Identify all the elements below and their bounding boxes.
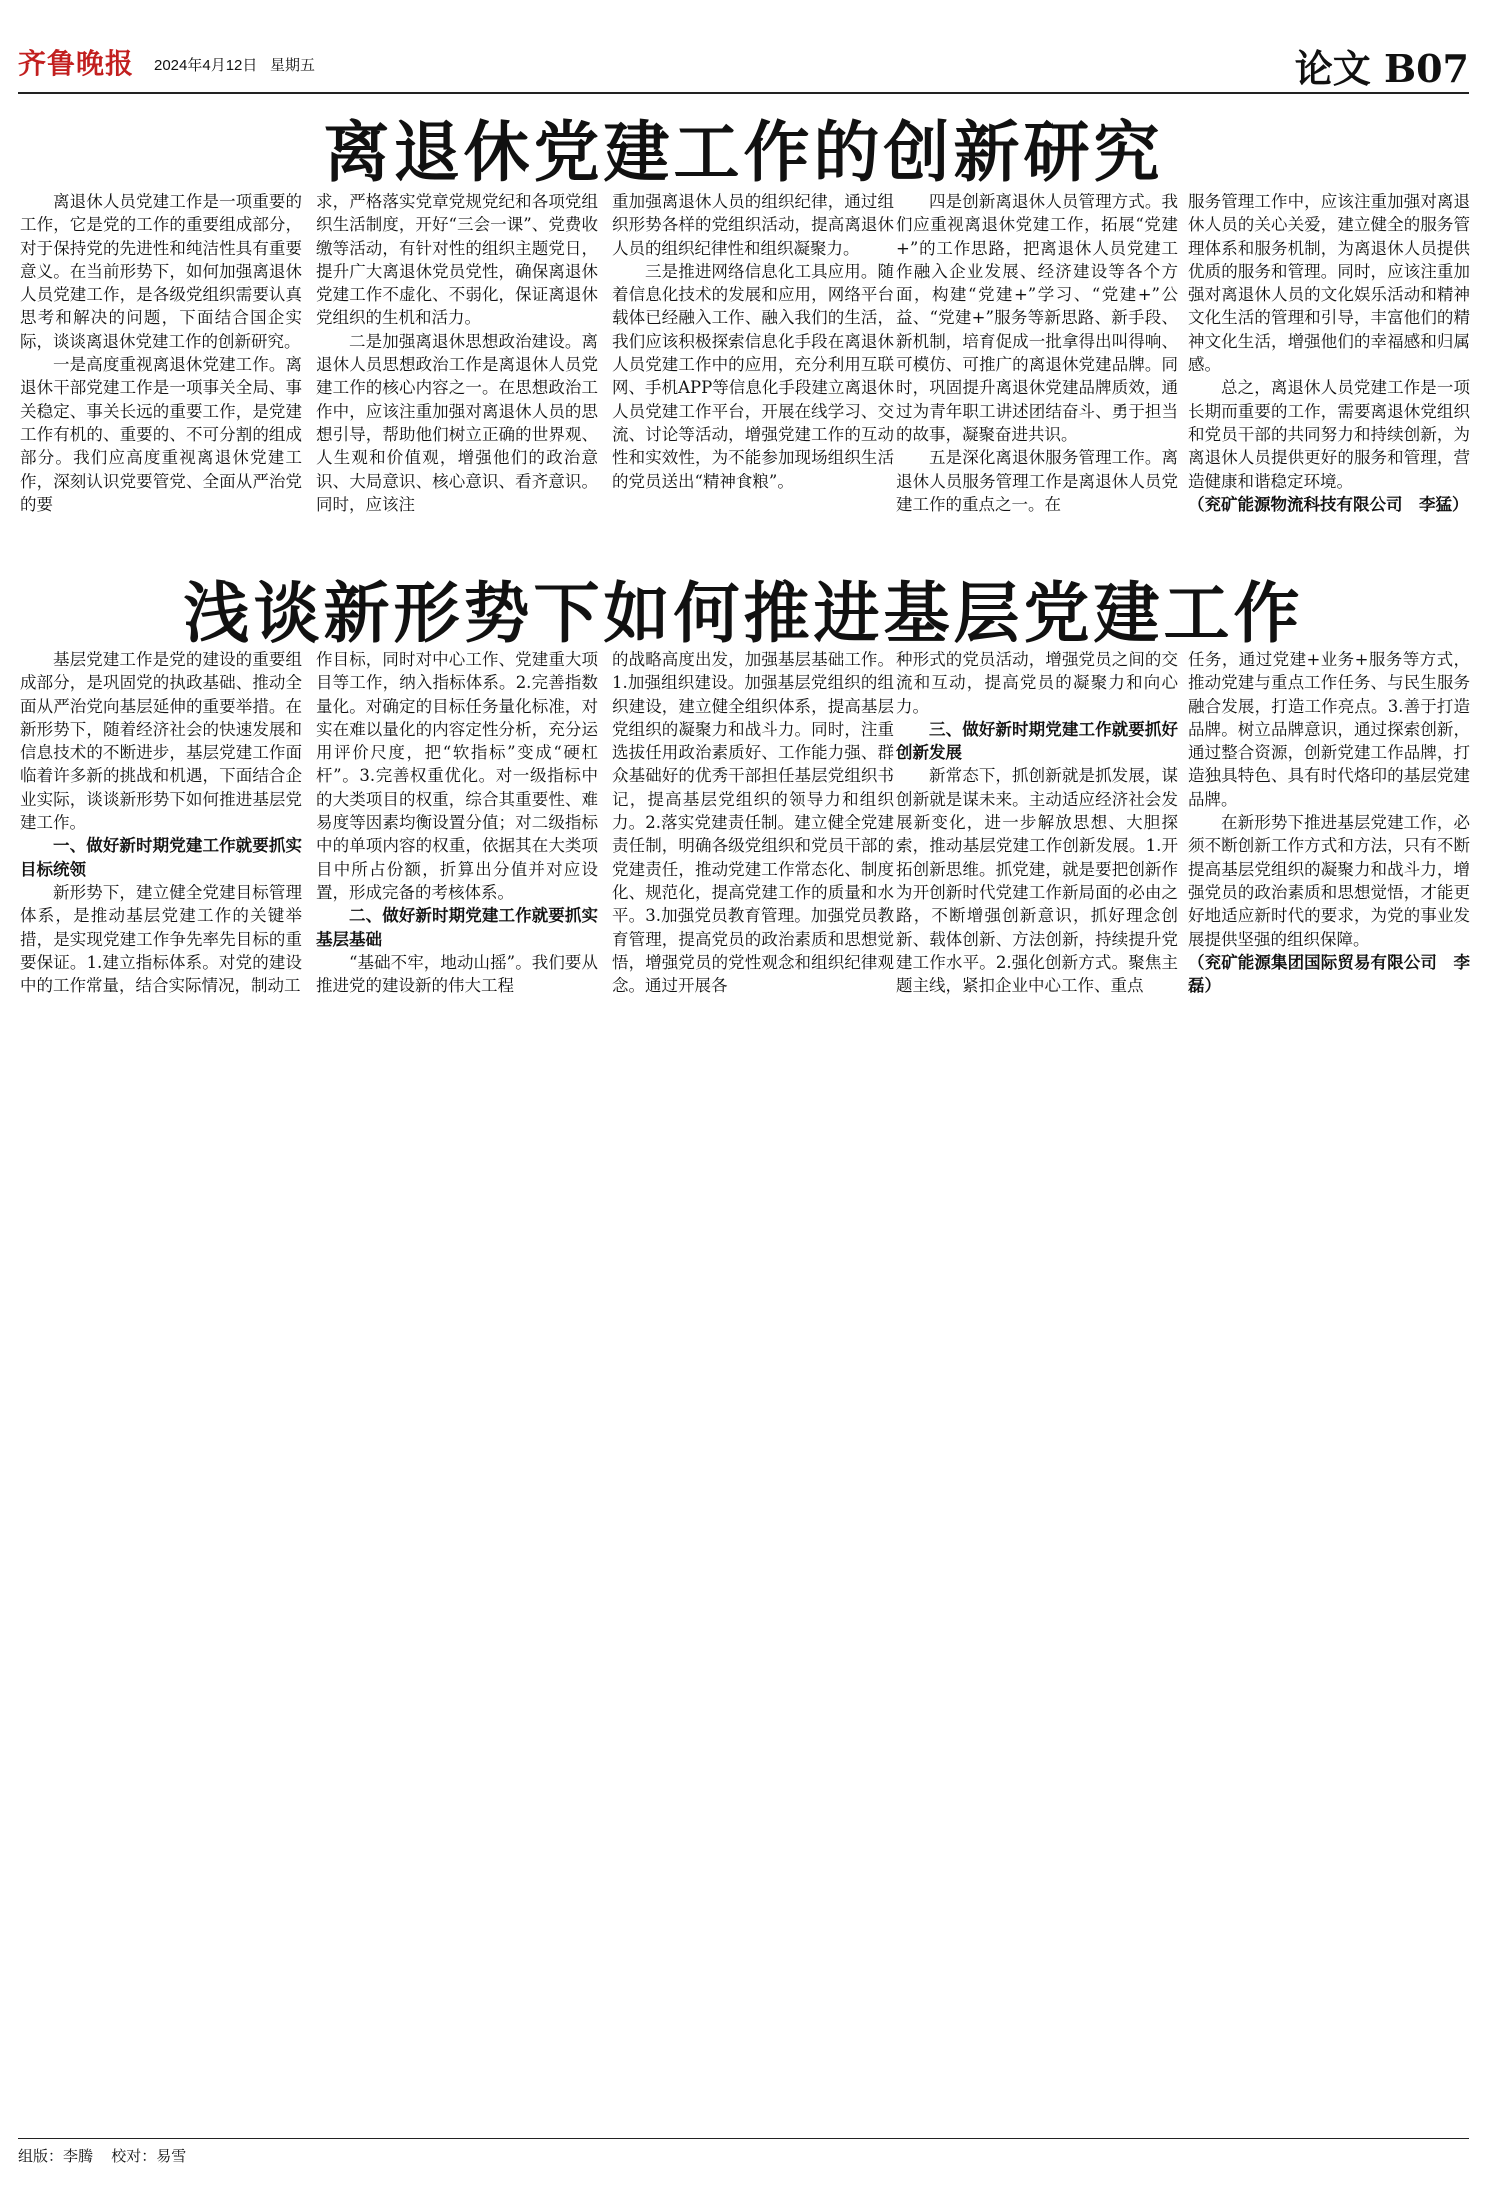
article2-title: 浅谈新形势下如何推进基层党建工作 bbox=[183, 574, 1304, 652]
paragraph: 的战略高度出发，加强基层基础工作。1.加强组织建设。加强基层党组织的组织建设，建立健全组织体系，提高基层党组织的凝聚力和战斗力。同时，注重选拔任用政治素质好、工作能力强、群众基础好的优秀干部担任基层党组织书记，提高基层党组织的领导力和组织力。2.落实党建责任制。建立健全党建责任制，明确各级党组织和党员干部的党建责任，推动党建工作常态化、制度化、规范化，提高党建工作的质量和水平。3.加强党员教育管理。加强党员教育管理，提高党员的政治素质和思想觉悟，增强党员的党性观念和组织纪律观念。通过开展各 bbox=[612, 650, 894, 996]
article2-byline: （兖矿能源集团国际贸易有限公司 李磊） bbox=[1188, 952, 1470, 996]
paragraph: 新常态下，抓创新就是抓发展，谋创新就是谋未来。主动适应经济社会发展新变化，进一步解放思想、大胆探索，推动基层党建工作创新发展。1.开拓创新思维。抓党建，就是要把创新作为开创新时代党建工作新局面的必由之路，不断增强创新意识，抓好理念创新、载体创新、方法创新，持续提升党建工作水平。2.强化创新方式。聚焦主题主线，紧扣企业中心工作、重点 bbox=[896, 766, 1178, 996]
issue-date: 2024年4月12日 bbox=[154, 57, 258, 74]
article2-column-4 bbox=[896, 648, 1178, 997]
article1-column-3 bbox=[612, 190, 894, 493]
article2-column-1 bbox=[20, 648, 302, 997]
proofreader-credit: 校对：易雪 bbox=[111, 2148, 187, 2165]
issue-weekday: 星期五 bbox=[270, 57, 316, 74]
paragraph: 任务，通过党建+业务+服务等方式，推动党建与重点工作任务、与民生服务融合发展，打造工作亮点。3.善于打造品牌。树立品牌意识，通过探索创新，通过整合资源，创新党建工作品牌，打造独具特色、具有时代烙印的基层党建品牌。 bbox=[1188, 650, 1470, 809]
paragraph: 重加强离退休人员的组织纪律，通过组织形势各样的党组织活动，提高离退休人员的组织纪律性和组织凝聚力。 bbox=[612, 192, 894, 258]
paragraph: 基层党建工作是党的建设的重要组成部分，是巩固党的执政基础、推动全面从严治党向基层延伸的重要举措。在新形势下，随着经济社会的快速发展和信息技术的不断进步，基层党建工作面临着许多新的挑战和机遇，下面结合企业实际，谈谈新形势下如何推进基层党建工作。 bbox=[20, 650, 302, 833]
section-label: 论文 B07 bbox=[1294, 46, 1469, 91]
paragraph: “基础不牢，地动山摇”。我们要从推进党的建设新的伟大工程 bbox=[316, 952, 598, 996]
subheading: 一、做好新时期党建工作就要抓实目标统领 bbox=[20, 836, 302, 879]
paragraph: 二是加强离退休思想政治建设。离退休人员思想政治工作是离退休人员党建工作的核心内容之一。在思想政治工作中，应该注重加强对离退休人员的思想引导，帮助他们树立正确的世界观、人生观和价值观，增强他们的政治意识、大局意识、核心意识、看齐意识。同时，应该注 bbox=[316, 331, 598, 514]
article1-byline: （兖矿能源物流科技有限公司 李猛） bbox=[1188, 494, 1469, 514]
paragraph: 求，严格落实党章党规党纪和各项党组织生活制度，开好“三会一课”、党费收缴等活动，有针对性的组织主题党日，提升广大离退休党员党性，确保离退休党建工作不虚化、不弱化，保证离退休党组织的生机和活力。 bbox=[316, 192, 598, 328]
paragraph: 新形势下，建立健全党建目标管理体系，是推动基层党建工作的关键举措，是实现党建工作争先率先目标的重要保证。1.建立指标体系。对党的建设中的工作常量，结合实际情况，制动工 bbox=[20, 882, 302, 996]
article1-column-4 bbox=[896, 190, 1178, 516]
subheading: 二、做好新时期党建工作就要抓实基层基础 bbox=[316, 906, 598, 949]
article2-column-5 bbox=[1188, 648, 1470, 997]
paragraph: 四是创新离退休人员管理方式。我们应重视离退休党建工作，拓展“党建+”的工作思路，把离退休人员党建工作融入企业发展、经济建设等各个方面，构建“党建+”学习、“党建+”公益、“党建+”服务等新思路、新手段、新机制，培育促成一批拿得出叫得响、可模仿、可推广的离退休党建品牌。同时，巩固提升离退休党建品牌质效，通过为青年职工讲述团结奋斗、勇于担当的故事，凝聚奋进共识。 bbox=[896, 192, 1178, 444]
page-footer bbox=[18, 2138, 1469, 2166]
article1-column-1 bbox=[20, 190, 302, 516]
article1-column-2 bbox=[316, 190, 598, 516]
editor-credit: 组版：李腾 bbox=[18, 2148, 94, 2165]
paragraph: 总之，离退休人员党建工作是一项长期而重要的工作，需要离退休党组织和党员干部的共同努力和持续创新，为离退休人员提供更好的服务和管理，营造健康和谐稳定环境。 bbox=[1188, 378, 1470, 491]
subheading: 三、做好新时期党建工作就要抓好创新发展 bbox=[896, 719, 1178, 763]
newspaper-logo: 齐鲁晚报 bbox=[18, 47, 135, 80]
paragraph: 五是深化离退休服务管理工作。离退休人员服务管理工作是离退休人员党建工作的重点之一。在 bbox=[896, 448, 1178, 514]
paragraph: 三是推进网络信息化工具应用。随着信息化技术的发展和应用，网络平台载体已经融入工作、融入我们的生活，我们应该积极探索信息化手段在离退休人员党建工作中的应用，充分利用互联网、手机APP等信息化手段建立离退休人员党建工作平台，开展在线学习、交流、讨论等活动，增强党建工作的互动性和实效性，为不能参加现场组织生活的党员送出“精神食粮”。 bbox=[612, 261, 894, 491]
paragraph: 作目标，同时对中心工作、党建重大项目等工作，纳入指标体系。2.完善指数量化。对确定的目标任务量化标准，对实在难以量化的内容定性分析，充分运用评价尺度，把“软指标”变成“硬杠杆”。3.完善权重优化。对一级指标中的大类项目的权重，综合其重要性、难易度等因素均衡设置分值；对二级指标中的单项内容的权重，依据其在大类项目中所占份额，折算出分值并对应设置，形成完备的考核体系。 bbox=[316, 650, 598, 902]
article2-column-3 bbox=[612, 648, 894, 997]
paragraph: 服务管理工作中，应该注重加强对离退休人员的关心关爱，建立健全的服务管理体系和服务机制，为离退休人员提供优质的服务和管理。同时，应该注重加强对离退休人员的文化娱乐活动和精神文化生活的管理和引导，丰富他们的精神文化生活，增强他们的幸福感和归属感。 bbox=[1188, 192, 1470, 375]
paragraph: 种形式的党员活动，增强党员之间的交流和互动，提高党员的凝聚力和向心力。 bbox=[896, 650, 1178, 716]
page-header bbox=[18, 30, 1469, 94]
article1-column-5 bbox=[1188, 190, 1470, 516]
paragraph: 在新形势下推进基层党建工作，必须不断创新工作方式和方法，只有不断提高基层党组织的凝聚力和战斗力，增强党员的政治素质和思想觉悟，才能更好地适应新时代的要求，为党的事业发展提供坚强的组织保障。 bbox=[1188, 813, 1470, 949]
article2-column-2 bbox=[316, 648, 598, 997]
paragraph: 离退休人员党建工作是一项重要的工作，它是党的工作的重要组成部分，对于保持党的先进性和纯洁性具有重要意义。在当前形势下，如何加强离退休人员党建工作，是各级党组织需要认真思考和解决的问题，下面结合国企实际，谈谈离退休党建工作的创新研究。 bbox=[20, 192, 302, 351]
article1-title: 离退休党建工作的创新研究 bbox=[323, 113, 1164, 191]
paragraph: 一是高度重视离退休党建工作。离退休干部党建工作是一项事关全局、事关稳定、事关长远的重要工作，是党建工作有机的、重要的、不可分割的组成部分。我们应高度重视离退休党建工作，深刻认识党要管党、全面从严治党的要 bbox=[20, 355, 302, 514]
